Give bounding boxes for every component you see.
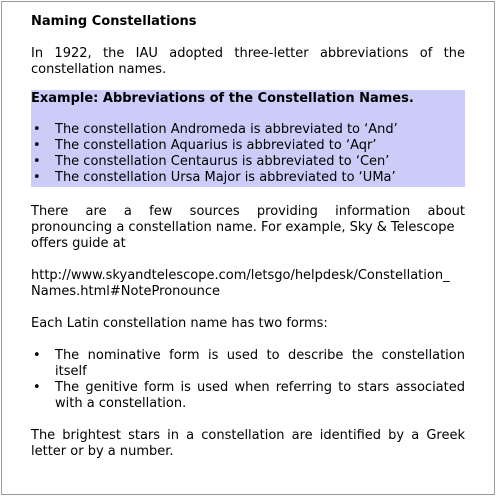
example-list: [31, 122, 465, 186]
bullet-icon: •: [33, 138, 41, 153]
forms-list: [31, 348, 465, 412]
brightest-paragraph: The brightest stars in a constellation are identified by a Greek letter or by a number.: [31, 428, 465, 459]
list-item: [31, 348, 465, 380]
example-item-text: The constellation Andromeda is abbreviated to ‘And’: [55, 122, 398, 137]
bullet-icon: •: [33, 380, 41, 395]
example-box: [31, 90, 465, 187]
example-item-text: The constellation Aquarius is abbreviated to ‘Aqr’: [55, 138, 377, 153]
section-heading: Naming Constellations: [31, 14, 197, 29]
list-item: [31, 122, 465, 138]
bullet-icon: •: [33, 122, 41, 137]
list-item: [31, 138, 465, 154]
url-line-1: http://www.skyandtelescope.com/letsgo/helpdesk/Constellation_: [31, 268, 450, 283]
url-line-2: Names.html#NotePronounce: [31, 284, 220, 299]
document-content: [31, 14, 465, 460]
bullet-icon: •: [33, 170, 41, 185]
sources-paragraph-line2: pronouncing a constellation name. For example, Sky & Telescope offers guide at: [31, 220, 455, 251]
bullet-icon: •: [33, 348, 41, 363]
bullet-icon: •: [33, 154, 41, 169]
forms-intro: Each Latin constellation name has two forms:: [31, 316, 328, 331]
list-item: [31, 154, 465, 170]
form-item-text: The nominative form is used to describe the constellation itself: [55, 348, 465, 379]
example-item-text: The constellation Centaurus is abbreviated to ‘Cen’: [55, 154, 390, 169]
document-page: [1, 1, 495, 495]
intro-paragraph: In 1922, the IAU adopted three-letter abbreviations of the constellation names.: [31, 46, 465, 77]
example-item-text: The constellation Ursa Major is abbreviated to ‘UMa’: [55, 170, 396, 185]
sources-paragraph-line1: There are a few sources providing information about: [31, 204, 465, 219]
example-title: Example: Abbreviations of the Constellation Names.: [31, 91, 414, 106]
form-item-text: The genitive form is used when referring to stars associated with a constellation.: [55, 380, 465, 411]
list-item: [31, 380, 465, 412]
list-item: [31, 170, 465, 186]
